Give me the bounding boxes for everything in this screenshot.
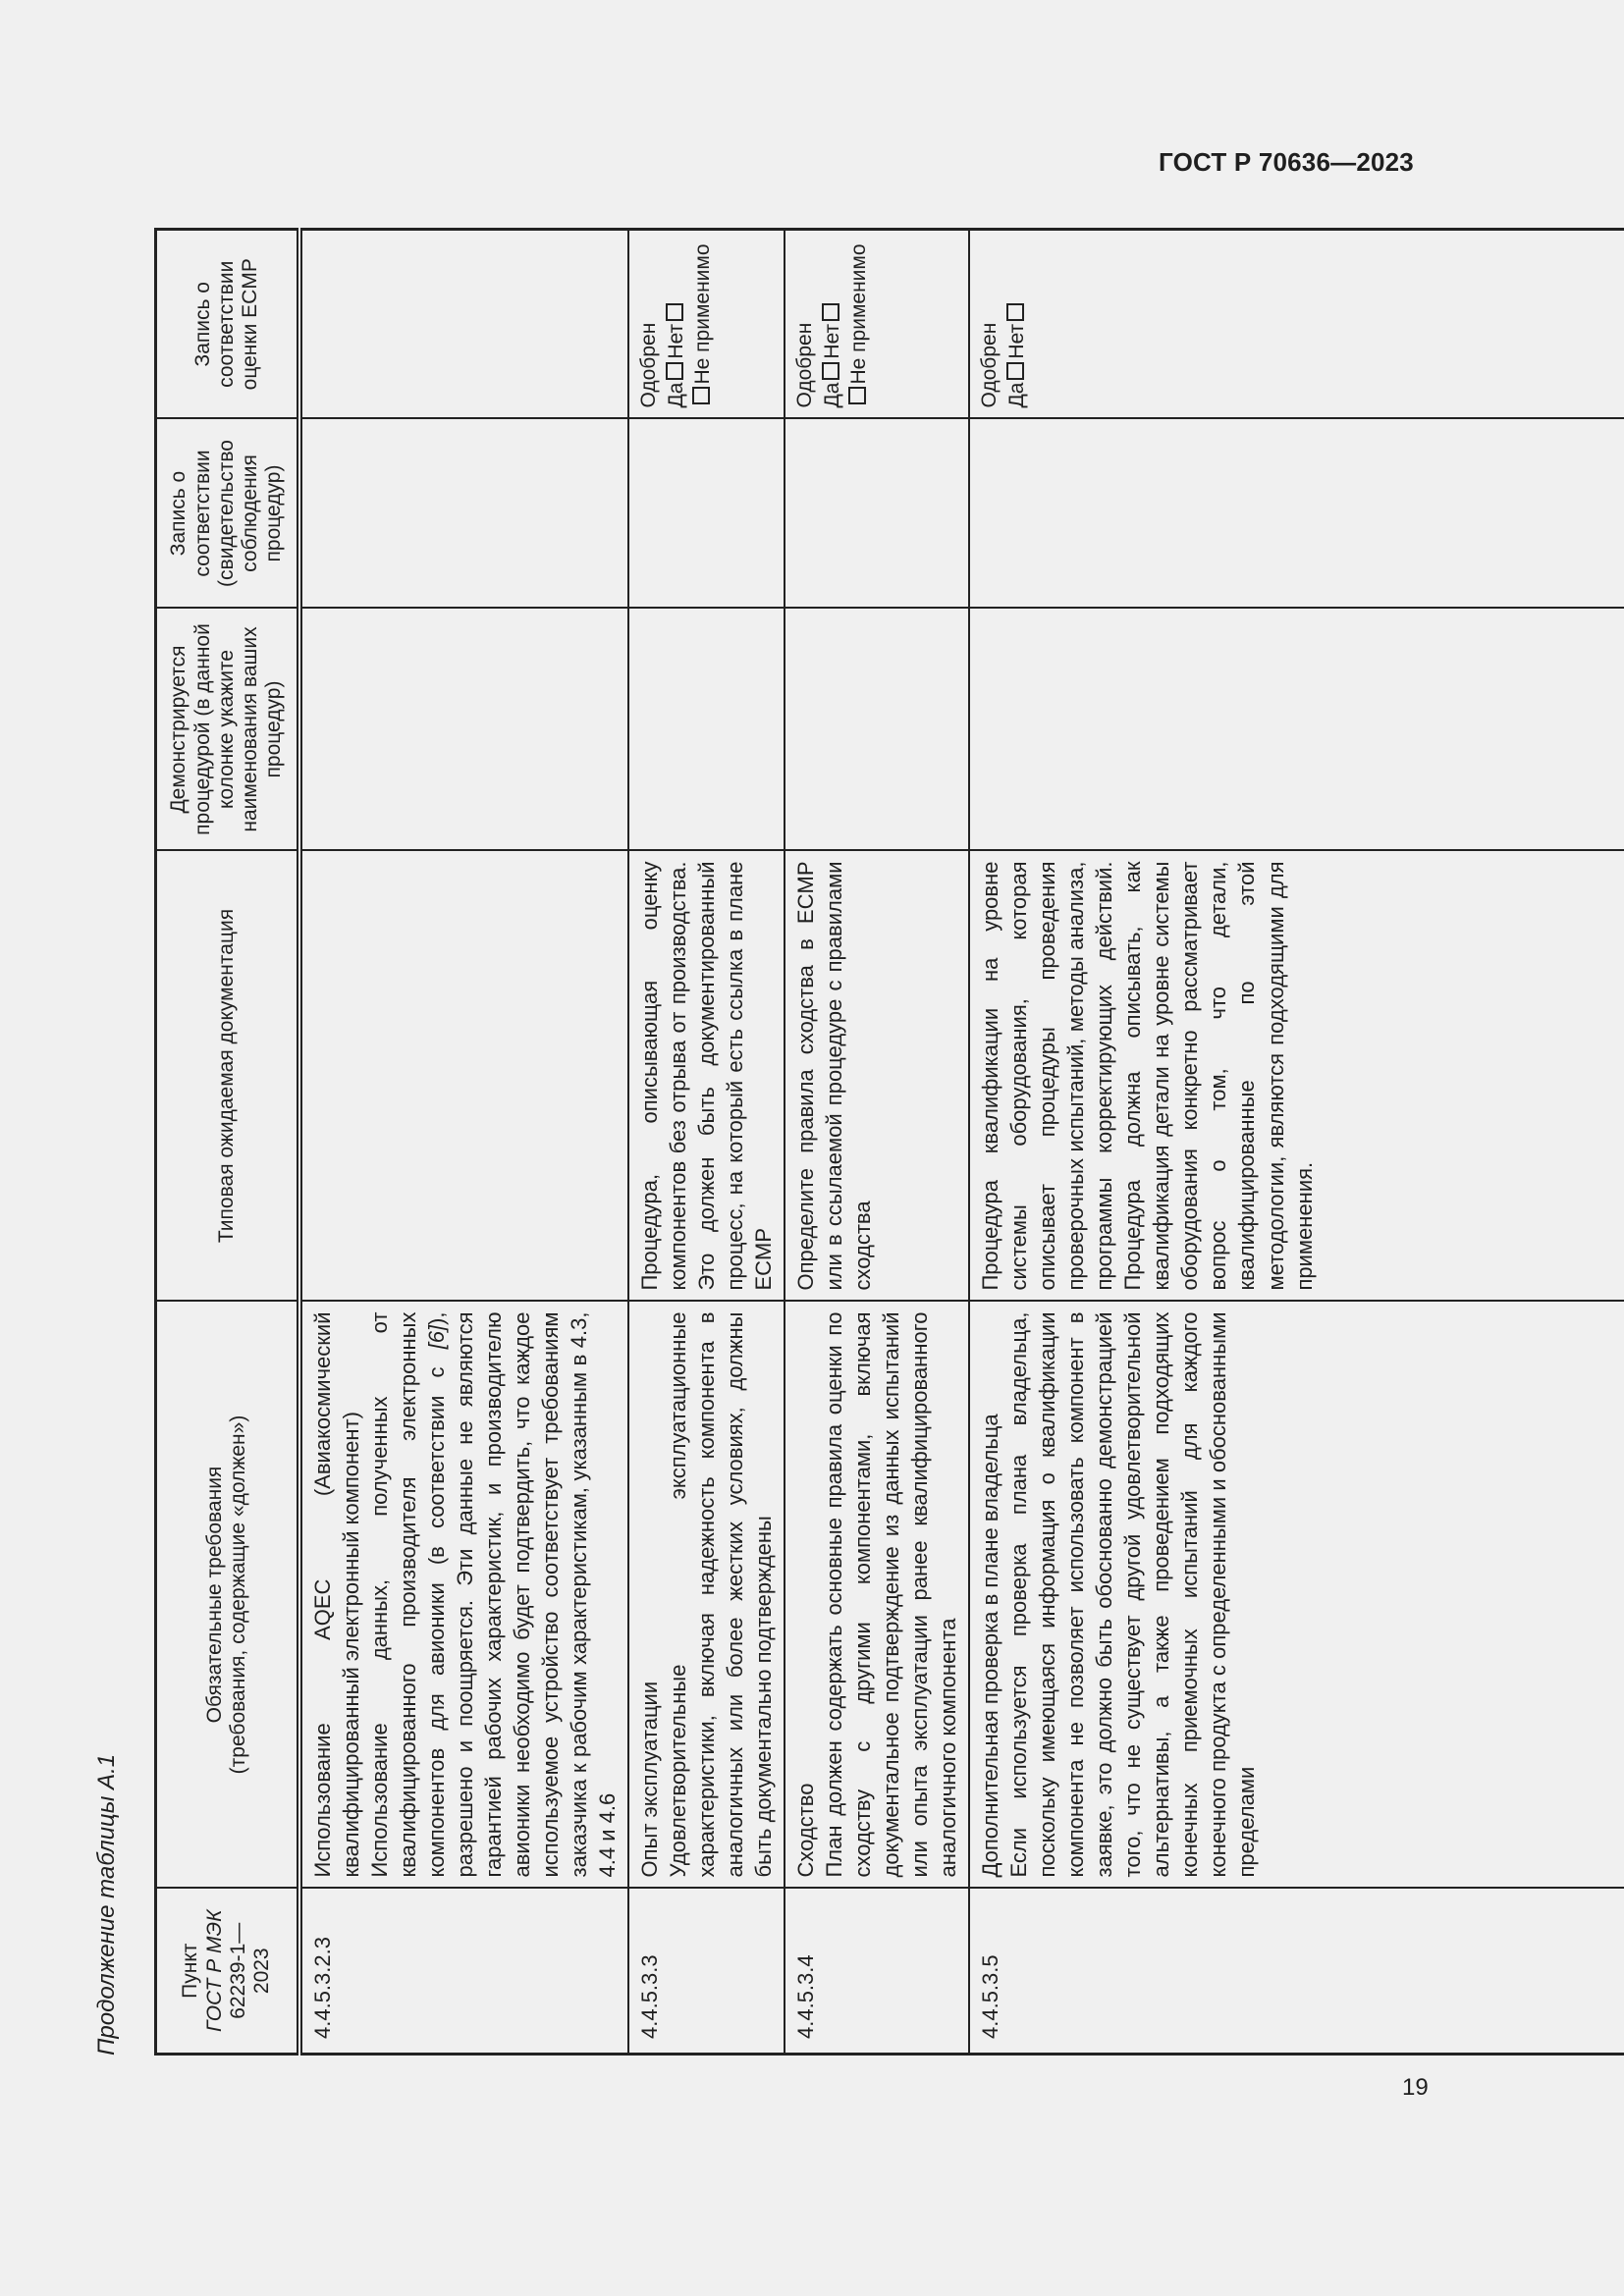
yes-checkbox[interactable]: [666, 362, 683, 380]
no-label: Нет: [820, 323, 843, 359]
table-caption: Продолжение таблицы А.1: [93, 1753, 120, 2056]
demonstrated-field[interactable]: [299, 609, 628, 851]
approved-label: Одобрен: [793, 322, 816, 408]
yes-label: Да: [820, 382, 843, 408]
demonstrated-field[interactable]: [628, 609, 785, 851]
mandatory-requirement: Дополнительная проверка в плане владельца Если используется проверка плана владельца, поскольку имеющаяся информация о квалификации компонента не позволяет использовать компонент в заявке, это должно быть обоснованно демонстрацией того, что не существует другой удовлетворительной альтернативы, а также проведением подходящих конечных приемочных испытаний для каждого конечного продукта с определенными и обоснованными пределами: [969, 1302, 1624, 1889]
demonstrated-field[interactable]: [785, 609, 969, 851]
typical-documentation: Процедура, описывающая оценку компонентов без отрыва от производства. Это должен быть документированный процесс, на который есть ссылка в плане ECMP: [628, 851, 785, 1302]
header-typical-documentation: Типовая ожидаемая документация: [156, 851, 299, 1302]
header-mandatory-requirements: Обязательные требования (требования, содержащие «должен»): [156, 1302, 299, 1889]
no-label: Нет: [664, 323, 687, 359]
not-applicable-checkbox[interactable]: [848, 388, 866, 405]
record-field[interactable]: [299, 419, 628, 609]
typical-documentation: Определите правила сходства в ECMP или в ссылаемой процедуре с правилами сходства: [785, 851, 969, 1302]
approved-label: Одобрен: [978, 322, 1001, 408]
table-row: [299, 230, 628, 2055]
header-clause: Пункт ГОСТ Р МЭК 62239-1— 2023: [156, 1889, 299, 2055]
page-number: 19: [1402, 2074, 1429, 2101]
typical-documentation: [299, 851, 628, 1302]
approved-label: Одобрен: [636, 322, 660, 408]
no-checkbox[interactable]: [666, 303, 683, 321]
mandatory-requirement: Сходство План должен содержать основные правила оценки по сходству с другими компонентами, включая документальное подтверждение из данных испытаний или опыта эксплуатации ранее квалифицированного аналогичного компонента: [785, 1302, 969, 1889]
demonstrated-field[interactable]: [969, 609, 1624, 851]
ecmp-record-field: [785, 230, 969, 419]
record-field[interactable]: [628, 419, 785, 609]
ecmp-record-field[interactable]: [299, 230, 628, 419]
requirements-table: [154, 228, 1624, 2056]
clause-number: 4.4.5.3.5: [969, 1889, 1624, 2055]
mandatory-requirement: Использование AQEC (Авиакосмический квалифицированный электронный компонент) Использование данных, полученных от квалифицированного производителя электронных компонентов для авионики (в соответствии с [6]), разрешено и поощряется. Эти данные не являются гарантией рабочих характеристик, и производителю авионики необходимо будет подтвердить, что каждое используемое устройство соответствует требованиям заказчика к рабочим характеристикам, указанным в 4.3, 4.4 и 4.6: [299, 1302, 628, 1889]
not-applicable-checkbox[interactable]: [692, 388, 710, 405]
table-row: [785, 230, 969, 2055]
not-applicable-label: Не применимо: [691, 243, 715, 385]
table-row: [628, 230, 785, 2055]
rotated-page-content: [93, 231, 1381, 2056]
header-demonstrated-by-procedure: Демонстрируется процедурой (в данной колонке укажите наименования ваших процедур): [156, 609, 299, 851]
document-code: ГОСТ Р 70636—2023: [1159, 147, 1414, 177]
table-row: [969, 230, 1624, 2055]
header-ecmp-record: Запись о соответствии оценки ECMP: [156, 230, 299, 419]
record-field[interactable]: [785, 419, 969, 609]
clause-number: 4.4.5.3.2.3: [299, 1889, 628, 2055]
not-applicable-label: Не применимо: [847, 243, 871, 385]
yes-label: Да: [664, 382, 687, 408]
table-header-row: [156, 230, 299, 2055]
clause-number: 4.4.5.3.4: [785, 1889, 969, 2055]
ecmp-record-field: [628, 230, 785, 419]
no-label: Нет: [1004, 323, 1028, 359]
no-checkbox[interactable]: [822, 303, 839, 321]
typical-documentation: Процедура квалификации на уровне системы оборудования, которая описывает процедуры проведения проверочных испытаний, методы анализа, программы корректирующих действий. Процедура должна описывать, как квалификация детали на уровне системы оборудования конкретно рассматривает вопрос о том, что детали, квалифицированные по этой методологии, являются подходящими для применения.: [969, 851, 1624, 1302]
mandatory-requirement: Опыт эксплуатации Удовлетворительные эксплуатационные характеристики, включая надежность компонента в аналогичных или более жестких условиях, должны быть документально подтверждены: [628, 1302, 785, 1889]
no-checkbox[interactable]: [1006, 303, 1024, 321]
yes-label: Да: [1004, 382, 1028, 408]
header-compliance-record: Запись о соответствии (свидетельство соблюдения процедур): [156, 419, 299, 609]
clause-number: 4.4.5.3.3: [628, 1889, 785, 2055]
yes-checkbox[interactable]: [1006, 362, 1024, 380]
record-field[interactable]: [969, 419, 1624, 609]
ecmp-record-field: [969, 230, 1624, 419]
yes-checkbox[interactable]: [822, 362, 839, 380]
